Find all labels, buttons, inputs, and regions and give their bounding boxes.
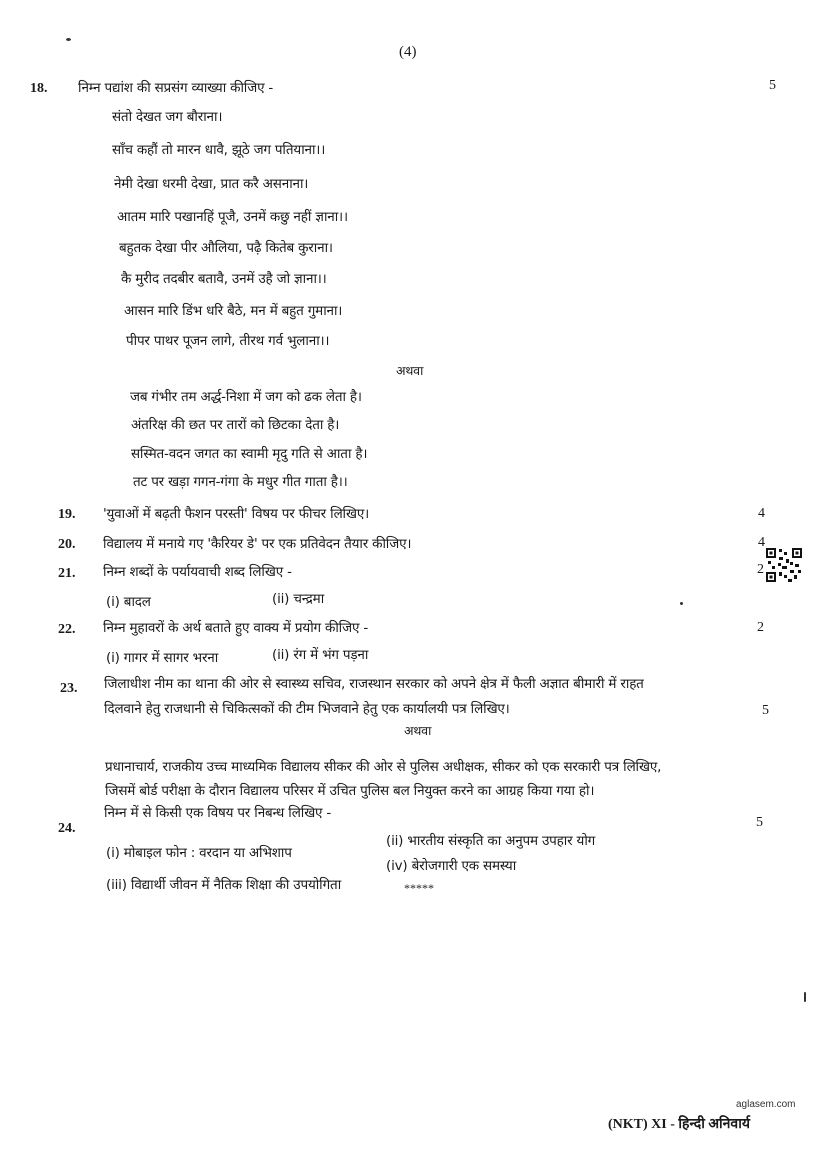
question-number: 23.	[60, 681, 78, 696]
verse-line: आसन मारि डिंभ धरि बैठे, मन में बहुत गुमाना।	[124, 303, 343, 319]
scan-speck	[804, 992, 806, 1002]
option-item: (iii) विद्यार्थी जीवन में नैतिक शिक्षा की उपयोगिता	[106, 877, 341, 893]
verse-line: आतम मारि पखानहिं पूजै, उनमें कछु नहीं ज्ञाना।।	[117, 209, 348, 225]
alt-verse-line: सस्मित-वदन जगत का स्वामी मृदु गति से आता है।	[131, 446, 368, 462]
verse-line: बहुतक देखा पीर औलिया, पढ़ै कितेब कुराना।	[119, 240, 333, 256]
footer-code: (NKT) XI - हिन्दी अनिवार्य	[608, 1117, 750, 1132]
question-line: दिलवाने हेतु राजधानी से चिकित्सकों की टीम भिजवाने हेतु एक कार्यालयी पत्र लिखिए।	[104, 701, 510, 717]
question-marks: 5	[756, 815, 763, 830]
question-prompt: निम्न पद्यांश की सप्रसंग व्याख्या कीजिए -	[78, 80, 274, 96]
alt-question-line: जिसमें बोर्ड परीक्षा के दौरान विद्यालय परिसर में उचित पुलिस बल नियुक्त करने का आग्रह किया गया हो।	[105, 783, 595, 799]
qr-code-icon	[766, 548, 802, 582]
question-number: 18.	[30, 81, 48, 96]
option-item: (i) बादल	[106, 594, 151, 610]
question-text: निम्न मुहावरों के अर्थ बताते हुए वाक्य में प्रयोग कीजिए -	[103, 620, 368, 636]
verse-line: संतो देखत जग बौराना।	[112, 109, 223, 125]
option-item: (i) मोबाइल फोन : वरदान या अभिशाप	[106, 845, 292, 861]
question-marks: 5	[762, 703, 769, 718]
question-marks: 5	[769, 78, 776, 93]
alt-verse-line: तट पर खड़ा गगन-गंगा के मधुर गीत गाता है।।	[133, 474, 348, 490]
option-item: (ii) भारतीय संस्कृति का अनुपम उपहार योग	[386, 833, 596, 849]
question-number: 21.	[58, 566, 76, 581]
option-item: (ii) रंग में भंग पड़ना	[272, 647, 369, 663]
question-marks: 4	[758, 506, 765, 521]
question-line: जिलाधीश नीम का थाना की ओर से स्वास्थ्य सचिव, राजस्थान सरकार को अपने क्षेत्र में फैली अज्ञात बीमारी में राहत	[104, 676, 644, 692]
question-text: निम्न शब्दों के पर्यायवाची शब्द लिखिए -	[103, 564, 292, 580]
or-label: अथवा	[404, 723, 432, 738]
page-number: (4)	[399, 44, 417, 60]
question-number: 24.	[58, 821, 76, 836]
question-marks: 2	[757, 562, 764, 577]
watermark: aglasem.com	[736, 1099, 796, 1110]
verse-line: साँच कहौं तो मारन धावै, झूठे जग पतियाना।।	[112, 142, 326, 158]
option-item: (iv) बेरोजगारी एक समस्या	[386, 858, 517, 874]
alt-question-line: प्रधानाचार्य, राजकीय उच्च माध्यमिक विद्यालय सीकर की ओर से पुलिस अधीक्षक, सीकर को एक सरकारी पत्र लिखिए,	[105, 759, 662, 775]
question-text: निम्न में से किसी एक विषय पर निबन्ध लिखिए -	[104, 805, 332, 821]
alt-verse-line: जब गंभीर तम अर्द्ध-निशा में जग को ढक लेता है।	[130, 389, 362, 405]
question-marks: 2	[757, 620, 764, 635]
scan-speck	[66, 38, 71, 41]
alt-verse-line: अंतरिक्ष की छत पर तारों को छिटका देता है।	[131, 417, 340, 433]
scan-speck	[680, 602, 683, 605]
verse-line: पीपर पाथर पूजन लागे, तीरथ गर्व भुलाना।।	[126, 333, 330, 349]
end-mark: *****	[404, 881, 434, 895]
option-item: (i) गागर में सागर भरना	[106, 650, 219, 666]
question-text: 'युवाओं में बढ़ती फैशन परस्ती' विषय पर फीचर लिखिए।	[103, 506, 370, 522]
question-number: 20.	[58, 537, 76, 552]
question-number: 22.	[58, 622, 76, 637]
question-marks: 4	[758, 535, 765, 550]
verse-line: नेमी देखा धरमी देखा, प्रात करै असनाना।	[114, 176, 309, 192]
or-label: अथवा	[396, 363, 424, 378]
verse-line: कै मुरीद तदबीर बतावै, उनमें उहै जो ज्ञाना।।	[121, 271, 327, 287]
question-text: विद्यालय में मनाये गए 'कैरियर डे' पर एक प्रतिवेदन तैयार कीजिए।	[103, 536, 412, 552]
option-item: (ii) चन्द्रमा	[272, 591, 325, 607]
question-number: 19.	[58, 507, 76, 522]
